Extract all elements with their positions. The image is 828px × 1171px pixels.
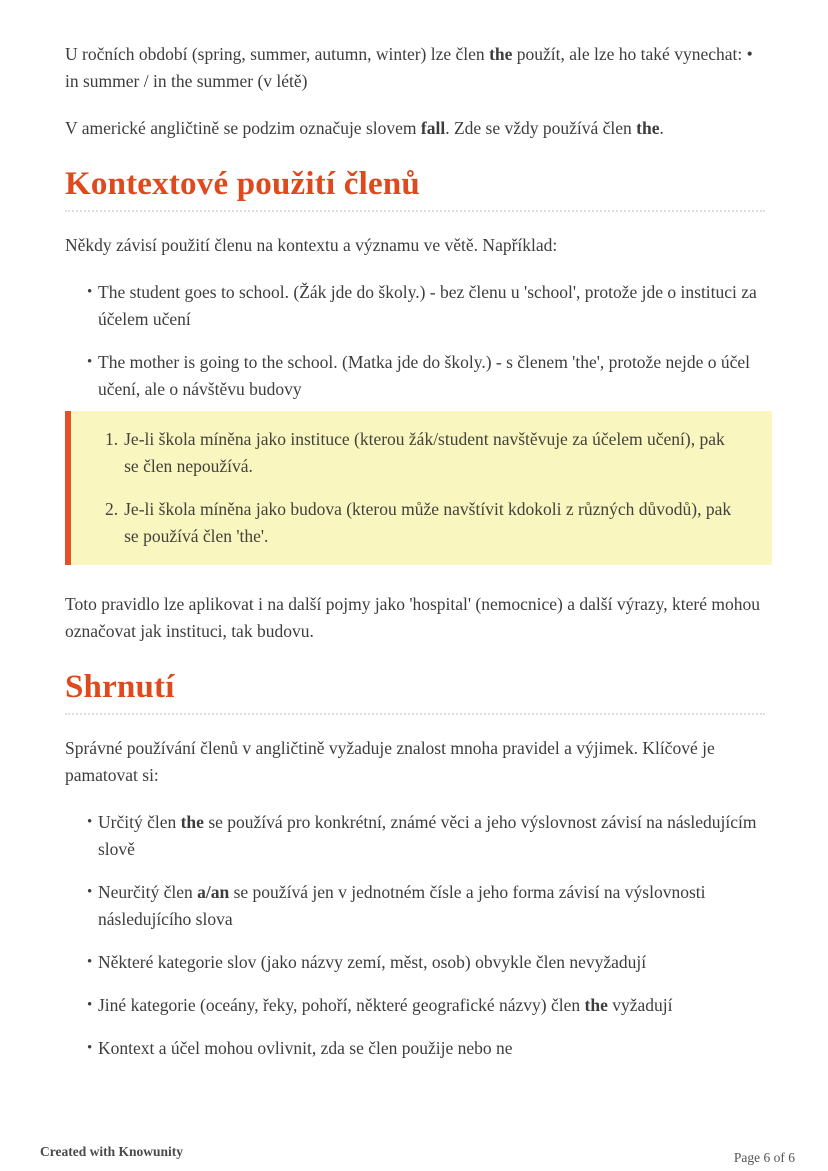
bold-text-the: the: [489, 44, 513, 64]
callout-item-text: Je-li škola míněna jako instituce (kterou žák/student navštěvuje za účelem učení), pak se člen nepoužívá.: [124, 429, 725, 476]
list-item-text: Některé kategorie slov (jako názvy zemí, měst, osob) obvykle člen nevyžadují: [98, 952, 647, 972]
text-run: Jiné kategorie (oceány, řeky, pohoří, některé geografické názvy) člen: [98, 995, 585, 1015]
text-run: U ročních období (spring, summer, autumn, winter) lze člen: [65, 44, 490, 64]
paragraph-seasons: [65, 41, 765, 95]
bold-text-fall: fall: [420, 118, 446, 138]
callout-item-number: 2.: [105, 499, 119, 519]
highlight-callout-box: [65, 411, 772, 565]
text-run: se používá jen v jednotném čísle a jeho forma závisí na výslovnosti následujícího slova: [98, 882, 706, 929]
list-item: [65, 879, 765, 933]
text-run: . Zde se vždy používá člen: [445, 118, 637, 138]
list-item-text: The student goes to school. (Žák jde do školy.) - bez členu u 'school', protože jde o instituci za účelem učení: [98, 282, 757, 329]
footer-credit: Created with Knowunity: [40, 1144, 184, 1159]
text-run: vyžadují: [607, 995, 673, 1015]
list-item: [65, 949, 765, 976]
context-examples-list: [65, 279, 765, 403]
callout-item: [71, 496, 772, 550]
text-run: se používá pro konkrétní, známé věci a jeho výslovnost závisí na následujícím slově: [98, 812, 757, 859]
list-item-text: Kontext a účel mohou ovlivnit, zda se člen použije nebo ne: [98, 1038, 513, 1058]
bullet-icon: •: [87, 284, 93, 300]
list-item-text: The mother is going to the school. (Matka jde do školy.) - s členem 'the', protože nejde o účel učení, ale o návštěvu budovy: [98, 352, 751, 399]
bold-text-a-an: a/an: [197, 882, 230, 902]
text-run: použít, ale lze ho také vynechat: • in summer / in the summer (v létě): [65, 44, 753, 91]
callout-item: [71, 426, 772, 480]
bullet-icon: •: [87, 997, 93, 1013]
bullet-icon: •: [87, 954, 93, 970]
text-run: Neurčitý člen: [98, 882, 198, 902]
paragraph-summary-intro: Správné používání členů v angličtině vyžaduje znalost mnoha pravidel a výjimek. Klíčové je pamatovat si:: [65, 738, 715, 785]
bullet-icon: •: [87, 814, 93, 830]
bold-text-the: the: [584, 995, 608, 1015]
bullet-icon: •: [87, 884, 93, 900]
text-run: V americké angličtině se podzim označuje slovem: [65, 118, 421, 138]
footer-page-number: Page 6 of 6: [733, 1150, 795, 1165]
callout-item-text: Je-li škola míněna jako budova (kterou může navštívit kdokoli z různých důvodů), pak se používá člen 'the'.: [124, 499, 732, 546]
bold-text-the: the: [636, 118, 660, 138]
bold-text-the: the: [180, 812, 204, 832]
text-run: Určitý člen: [98, 812, 181, 832]
list-item: [65, 349, 765, 403]
callout-item-number: 1.: [105, 429, 119, 449]
paragraph-fall: [65, 115, 765, 142]
list-item: [65, 279, 765, 333]
bullet-icon: •: [87, 354, 93, 370]
section-heading-summary: Shrnutí: [65, 669, 765, 715]
bullet-icon: •: [87, 1040, 93, 1056]
paragraph-hospital-rule: Toto pravidlo lze aplikovat i na další pojmy jako 'hospital' (nemocnice) a další výrazy, které mohou označovat jak instituci, tak budovu.: [65, 594, 761, 641]
list-item: [65, 1035, 765, 1062]
list-item: [65, 992, 765, 1019]
list-item: [65, 809, 765, 863]
section-heading-contextual-usage: Kontextové použití členů: [65, 166, 765, 212]
paragraph-context-intro: Někdy závisí použití členu na kontextu a významu ve větě. Například:: [65, 235, 558, 255]
text-run: .: [659, 118, 664, 138]
summary-list: [65, 809, 765, 1062]
